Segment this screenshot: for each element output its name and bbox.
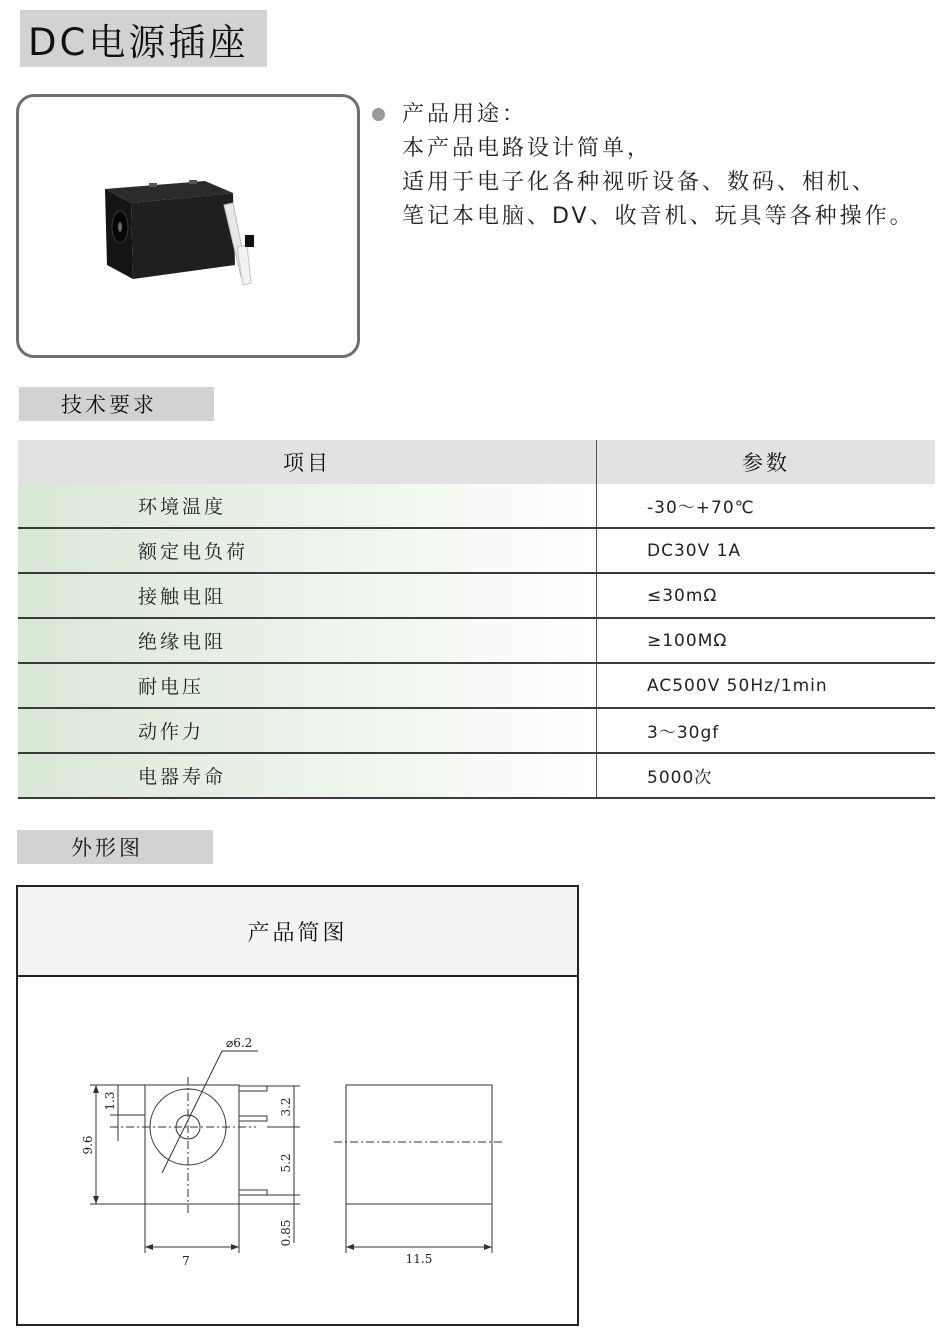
side-view-body	[346, 1085, 492, 1204]
spec-item: 电器寿命	[18, 753, 597, 798]
spec-item: 接触电阻	[18, 573, 597, 618]
tech-section-label	[19, 387, 214, 421]
bullet-icon	[372, 108, 385, 121]
page-title: DC电源插座	[28, 20, 249, 64]
spec-header-param: 参数	[597, 440, 936, 484]
spec-item: 环境温度	[18, 484, 597, 528]
jack-pin	[118, 222, 122, 232]
spec-value: 5000次	[597, 753, 936, 798]
spec-value: -30～+70℃	[597, 484, 936, 528]
dimension-drawing	[18, 887, 577, 1324]
dim-label-diameter: ⌀6.2	[226, 1036, 253, 1050]
dim-label-11-5: 11.5	[405, 1252, 433, 1266]
spec-table	[18, 440, 935, 799]
dim-label-5-2: 5.2	[279, 1153, 293, 1173]
tech-section-title: 技术要求	[61, 393, 157, 417]
page-title-box	[20, 10, 267, 67]
dim-label-1-3: 1.3	[103, 1091, 117, 1111]
product-photo	[19, 97, 357, 355]
table-row	[18, 753, 935, 798]
usage-line: 本产品电路设计简单，	[402, 136, 653, 161]
usage-line: 笔记本电脑、DV、收音机、玩具等各种操作。	[402, 204, 915, 229]
jack-slot-1	[149, 183, 157, 187]
diameter-leader	[162, 1051, 222, 1173]
spec-value: AC500V 50Hz/1min	[597, 663, 936, 708]
dim-label-3-2: 3.2	[279, 1097, 293, 1117]
dim-label-7: 7	[182, 1254, 190, 1268]
dim-label-9-6: 9.6	[81, 1135, 95, 1155]
spec-value: ≤30mΩ	[597, 573, 936, 618]
shape-section-title: 外形图	[71, 836, 143, 860]
shape-section-label	[17, 830, 213, 864]
spec-value: DC30V 1A	[597, 528, 936, 573]
spec-item: 额定电负荷	[18, 528, 597, 573]
table-row	[18, 618, 935, 663]
spec-header-item: 项目	[18, 440, 597, 484]
spec-item: 耐电压	[18, 663, 597, 708]
table-row	[18, 484, 935, 528]
jack-side-clip	[245, 235, 254, 247]
spec-item: 绝缘电阻	[18, 618, 597, 663]
pin-middle	[239, 1116, 267, 1121]
dim-label-0-85: 0.85	[279, 1219, 293, 1247]
jack-side-face	[131, 193, 235, 279]
pin-bottom	[239, 1190, 267, 1195]
drawing-title: 产品简图	[18, 887, 577, 977]
table-row	[18, 663, 935, 708]
product-photo-frame	[16, 94, 360, 358]
table-row	[18, 573, 935, 618]
drawing-frame	[16, 885, 579, 1326]
spec-item: 动作力	[18, 708, 597, 753]
usage-block	[372, 98, 915, 234]
spec-value: 3～30gf	[597, 708, 936, 753]
table-row	[18, 528, 935, 573]
pin-top	[239, 1086, 267, 1091]
spec-value: ≥100MΩ	[597, 618, 936, 663]
usage-line: 适用于电子化各种视听设备、数码、相机、	[402, 170, 878, 195]
table-row	[18, 708, 935, 753]
spec-header-row	[18, 440, 935, 484]
jack-slot-2	[189, 180, 197, 184]
usage-heading: 产品用途：	[402, 102, 528, 127]
